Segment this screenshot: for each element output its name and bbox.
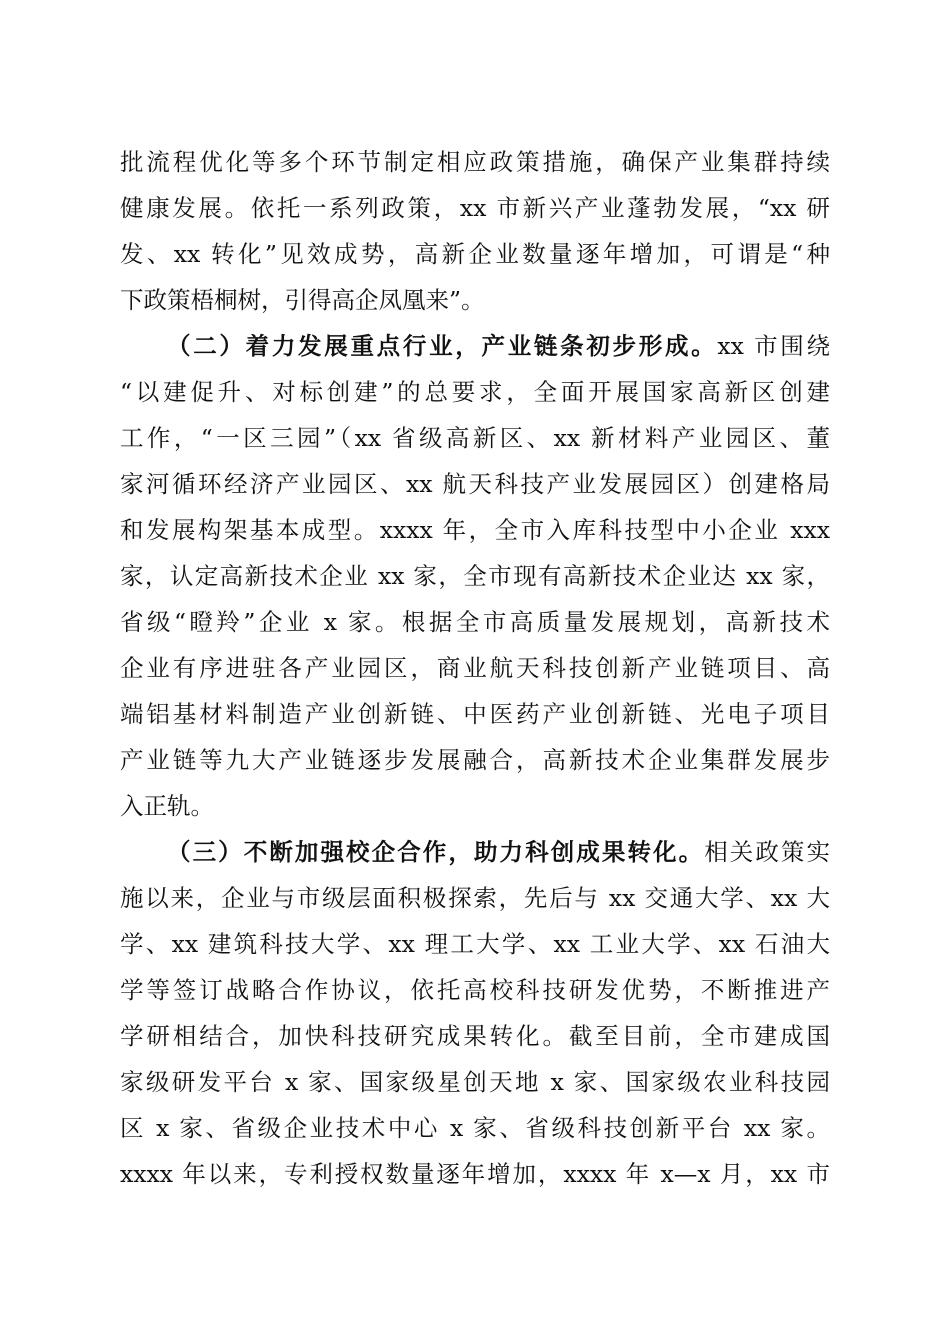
text-line: 施以来，企业与市级层面积极探索，先后与 xx 交通大学、xx 大 [120,884,830,912]
paragraph-lead: （二）着力发展重点行业，产业链条初步形成。 [167,332,718,360]
text-line: 家，认定高新技术企业 xx 家，全市现有高新技术企业达 xx 家， [120,562,830,590]
text-line: 工作，“一区三园”（xx 省级高新区、xx 新材料产业园区、董 [120,424,830,452]
text-line: 发、xx 转化”见效成势，高新企业数量逐年增加，可谓是“种 [120,240,830,268]
text-line: “以建促升、对标创建”的总要求，全面开展国家高新区创建 [120,378,830,406]
paragraph-heading-line [167,834,830,870]
text-line: 下政策梧桐树，引得高企凤凰来”。 [120,286,485,314]
paragraph-lead-rest: xx 市围绕 [717,332,830,360]
text-line: 学、xx 建筑科技大学、xx 理工大学、xx 工业大学、xx 石油大 [120,930,830,958]
text-line: 区 x 家、省级企业技术中心 x 家、省级科技创新平台 xx 家。 [120,1114,830,1142]
text-line: 学研相结合，加快科技研究成果转化。截至目前，全市建成国 [120,1022,830,1050]
paragraph-lead-rest: 相关政策实 [704,838,831,866]
paragraph-lead: （三）不断加强校企合作，助力科创成果转化。 [167,838,705,866]
text-line: 家级研发平台 x 家、国家级星创天地 x 家、国家级农业科技园 [120,1068,830,1096]
text-line: 学等签订战略合作协议，依托高校科技研发优势，不断推进产 [120,976,830,1004]
text-line: 健康发展。依托一系列政策，xx 市新兴产业蓬勃发展，“xx 研 [120,194,830,222]
text-line: 家河循环经济产业园区、xx 航天科技产业发展园区）创建格局 [120,470,830,498]
text-line: 省级“瞪羚”企业 x 家。根据全市高质量发展规划，高新技术 [120,608,830,636]
text-line: 批流程优化等多个环节制定相应政策措施，确保产业集群持续 [120,148,830,176]
text-line: xxxx 年以来，专利授权数量逐年增加，xxxx 年 x—x 月，xx 市 [120,1160,830,1188]
text-line: 企业有序进驻各产业园区，商业航天科技创新产业链项目、高 [120,654,830,682]
text-line: 入正轨。 [120,792,214,820]
text-line: 产业链等九大产业链逐步发展融合，高新技术企业集群发展步 [120,746,830,774]
text-line: 端铝基材料制造产业创新链、中医药产业创新链、光电子项目 [120,700,830,728]
paragraph-heading-line [167,328,830,364]
text-line: 和发展构架基本成型。xxxx 年，全市入库科技型中小企业 xxx [120,516,830,544]
